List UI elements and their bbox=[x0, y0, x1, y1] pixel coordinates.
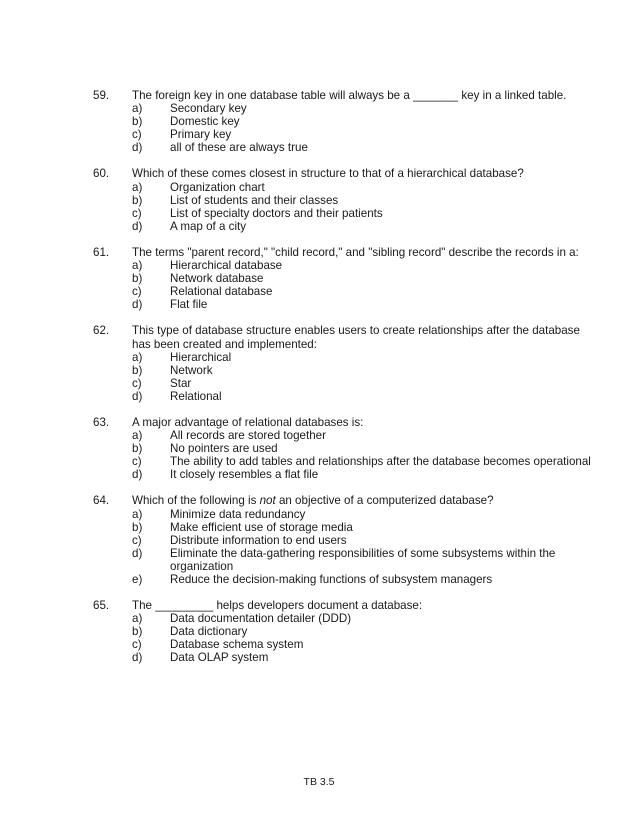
option-letter: b) bbox=[132, 272, 143, 286]
option-text: Relational database bbox=[170, 285, 273, 299]
question-body bbox=[132, 494, 593, 586]
option-d bbox=[132, 651, 593, 664]
option-a bbox=[132, 508, 593, 521]
option-letter: c) bbox=[132, 128, 142, 142]
question-text-emphasis: not bbox=[259, 494, 276, 508]
option-letter: d) bbox=[132, 468, 143, 482]
option-text: Hierarchical bbox=[170, 350, 232, 364]
question-text-before: Which of the following is bbox=[132, 494, 260, 508]
option-letter: b) bbox=[132, 442, 143, 456]
option-letter: d) bbox=[132, 141, 143, 155]
question-body bbox=[132, 246, 593, 311]
option-letter: b) bbox=[132, 363, 143, 377]
option-letter: b) bbox=[132, 115, 143, 129]
option-text: Primary key bbox=[170, 128, 232, 142]
option-a bbox=[132, 612, 593, 625]
option-a bbox=[132, 181, 593, 194]
option-c bbox=[132, 128, 593, 141]
option-letter: b) bbox=[132, 520, 143, 534]
option-b bbox=[132, 625, 593, 638]
option-letter: b) bbox=[132, 193, 143, 207]
question-text: A major advantage of relational databases is: bbox=[132, 415, 364, 429]
option-letter: c) bbox=[132, 285, 142, 299]
option-text: Data dictionary bbox=[170, 625, 248, 639]
option-text: Network database bbox=[170, 272, 264, 286]
option-c bbox=[132, 207, 593, 220]
option-letter: a) bbox=[132, 350, 143, 364]
option-text: All records are stored together bbox=[170, 429, 326, 443]
option-text: Eliminate the data-gathering responsibilities of some subsystems within the organization bbox=[170, 546, 556, 573]
option-text: Hierarchical database bbox=[170, 259, 283, 273]
option-text: Relational bbox=[170, 389, 222, 403]
option-c bbox=[132, 638, 593, 651]
option-text: Network bbox=[170, 363, 213, 377]
option-text: A map of a city bbox=[170, 219, 247, 233]
option-letter: d) bbox=[132, 651, 143, 665]
option-letter: d) bbox=[132, 219, 143, 233]
option-letter: c) bbox=[132, 533, 142, 547]
option-a bbox=[132, 102, 593, 115]
option-text: Reduce the decision-making functions of subsystem managers bbox=[170, 573, 493, 586]
option-letter: a) bbox=[132, 429, 143, 443]
question-list bbox=[93, 89, 593, 678]
question-text bbox=[132, 494, 593, 507]
question-text: Which of these comes closest in structure to that of a hierarchical database? bbox=[132, 167, 524, 181]
option-text: Minimize data redundancy bbox=[170, 507, 306, 521]
option-a bbox=[132, 429, 593, 442]
question-body bbox=[132, 599, 593, 664]
option-b bbox=[132, 364, 593, 377]
option-text: No pointers are used bbox=[170, 442, 278, 456]
option-b bbox=[132, 521, 593, 534]
option-d bbox=[132, 390, 593, 403]
question-body bbox=[132, 167, 593, 232]
page-footer-label: TB 3.5 bbox=[303, 776, 335, 788]
option-text: Flat file bbox=[170, 298, 208, 312]
question-61 bbox=[93, 246, 593, 311]
option-c bbox=[132, 455, 593, 468]
option-text: Data documentation detailer (DDD) bbox=[170, 612, 352, 626]
option-letter: a) bbox=[132, 102, 143, 116]
option-letter: e) bbox=[132, 573, 143, 586]
question-59 bbox=[93, 89, 593, 154]
question-64 bbox=[93, 494, 593, 586]
question-text: The foreign key in one database table will always be a _______ key in a linked table. bbox=[132, 89, 567, 102]
option-letter: d) bbox=[132, 546, 143, 560]
option-text: Domestic key bbox=[170, 115, 240, 129]
question-body bbox=[132, 416, 593, 481]
question-60 bbox=[93, 167, 593, 232]
question-number: 59. bbox=[93, 89, 110, 102]
option-d bbox=[132, 141, 593, 154]
option-b bbox=[132, 115, 593, 128]
option-d bbox=[132, 547, 593, 573]
option-text: List of specialty doctors and their patients bbox=[170, 206, 383, 220]
option-d bbox=[132, 468, 593, 481]
question-text: This type of database structure enables users to create relationships after the database has been created and implemented: bbox=[132, 324, 580, 351]
option-letter: a) bbox=[132, 259, 143, 273]
question-body bbox=[132, 89, 593, 154]
option-text: Star bbox=[170, 376, 192, 390]
option-text: Database schema system bbox=[170, 638, 304, 652]
option-text: Distribute information to end users bbox=[170, 533, 347, 547]
question-text: The terms "parent record," "child record," and "sibling record" describe the records in a: bbox=[132, 245, 579, 259]
option-letter: c) bbox=[132, 638, 142, 652]
option-letter: c) bbox=[132, 376, 142, 390]
option-letter: c) bbox=[132, 206, 142, 220]
option-letter: b) bbox=[132, 625, 143, 639]
option-a bbox=[132, 259, 593, 272]
question-number: 63. bbox=[93, 415, 110, 429]
option-b bbox=[132, 272, 593, 285]
option-letter: a) bbox=[132, 612, 143, 626]
option-c bbox=[132, 377, 593, 390]
option-letter: d) bbox=[132, 389, 143, 403]
question-number: 62. bbox=[93, 324, 110, 338]
option-text: Organization chart bbox=[170, 180, 265, 194]
option-c bbox=[132, 534, 593, 547]
option-a bbox=[132, 351, 593, 364]
option-text: Secondary key bbox=[170, 102, 247, 116]
question-number: 61. bbox=[93, 245, 110, 259]
question-text: The _________ helps developers document a database: bbox=[132, 599, 423, 613]
question-65 bbox=[93, 599, 593, 664]
option-text: Make efficient use of storage media bbox=[170, 520, 353, 534]
question-63 bbox=[93, 416, 593, 481]
option-b bbox=[132, 442, 593, 455]
question-text-after: an objective of a computerized database? bbox=[275, 494, 494, 508]
option-text: all of these are always true bbox=[170, 141, 308, 155]
question-body bbox=[132, 324, 593, 403]
question-number: 60. bbox=[93, 167, 110, 181]
option-text: It closely resembles a flat file bbox=[170, 468, 319, 482]
question-number: 64. bbox=[93, 494, 110, 508]
option-letter: d) bbox=[132, 298, 143, 312]
option-text: Data OLAP system bbox=[170, 651, 269, 665]
question-number: 65. bbox=[93, 599, 110, 613]
option-text: The ability to add tables and relationships after the database becomes operational bbox=[170, 455, 591, 469]
option-letter: a) bbox=[132, 180, 143, 194]
option-text: List of students and their classes bbox=[170, 193, 339, 207]
option-b bbox=[132, 194, 593, 207]
option-letter: c) bbox=[132, 455, 142, 469]
option-d bbox=[132, 220, 593, 233]
question-62 bbox=[93, 324, 593, 403]
option-e bbox=[132, 573, 593, 586]
option-d bbox=[132, 298, 593, 311]
option-c bbox=[132, 285, 593, 298]
option-letter: a) bbox=[132, 507, 143, 521]
